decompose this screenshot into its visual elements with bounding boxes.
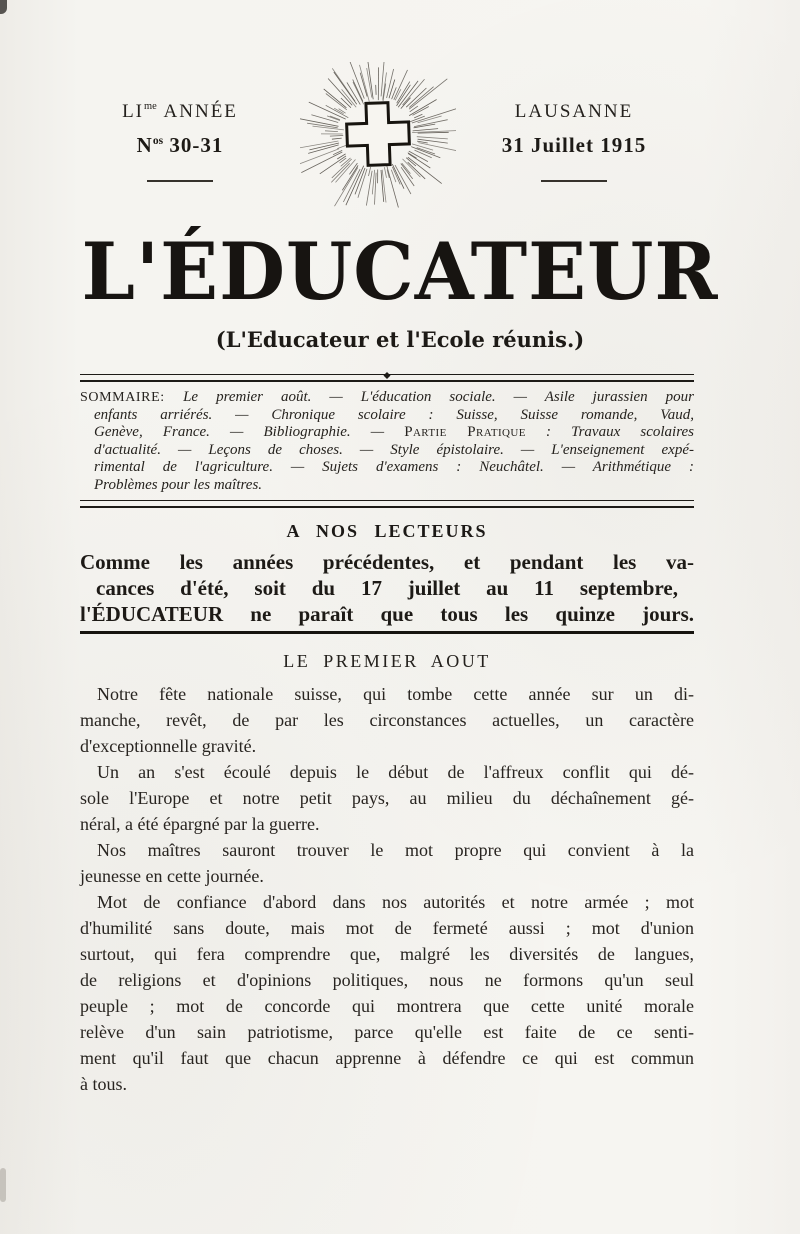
city-label: LAUSANNE bbox=[514, 101, 634, 122]
body-line: manche, revêt, de par les circonstances actuelles, un caractère bbox=[80, 710, 694, 730]
notice-underline-rule bbox=[80, 631, 694, 634]
scan-corner-artifact bbox=[0, 0, 7, 14]
sommaire-segment: Le premier août. — L'éducation sociale. — Asile jurassien pour bbox=[183, 389, 694, 405]
body-line: peuple ; mot de concorde qui montrera que cette unité morale bbox=[80, 996, 694, 1016]
body-line: d'exceptionnelle gravité. bbox=[80, 736, 257, 756]
header-left-rule bbox=[147, 180, 213, 182]
sommaire-segment: rimental de l'agriculture. — Sujets d'examens : Neuchâtel. — Arithmétique : bbox=[94, 459, 694, 475]
sommaire-block bbox=[80, 389, 694, 494]
notice-line: Comme les années précédentes, et pendant les va- bbox=[80, 550, 694, 574]
article-heading: LE PREMIER AOUT bbox=[283, 651, 491, 671]
swiss-cross-sunburst-icon bbox=[300, 62, 456, 210]
sommaire-segment: Genève, France. — Bibliographie. — bbox=[94, 424, 405, 440]
sommaire-segment: : Travaux scolaires bbox=[525, 424, 694, 440]
sommaire-segment: Partie Pratique bbox=[404, 424, 526, 440]
paragraph bbox=[80, 759, 694, 837]
issue-numbers: $N^{os}$ 30-31 bbox=[136, 133, 224, 157]
body-line: sole l'Europe et notre petit pays, au milieu du déchaînement gé- bbox=[80, 788, 694, 808]
body-line: Mot de confiance d'abord dans nos autorités et notre armée ; mot bbox=[97, 892, 694, 912]
notice-line: l'ÉDUCATEUR ne paraît que tous les quinze jours. bbox=[80, 602, 694, 626]
double-rule-top bbox=[80, 374, 694, 382]
body-line: Nos maîtres sauront trouver le mot propre qui convient à la bbox=[97, 840, 694, 860]
body-line: néral, a été épargné par la guerre. bbox=[80, 814, 320, 834]
double-rule-bottom bbox=[80, 500, 694, 508]
body-line: d'humilité sans doute, mais mot de fermeté aussi ; mot d'union bbox=[80, 918, 694, 938]
scan-edge-artifact bbox=[0, 1168, 6, 1202]
body-line: jeunesse en cette journée. bbox=[80, 866, 264, 886]
body-line: de religions et d'opinions politiques, nous ne formons qu'un seul bbox=[80, 970, 694, 990]
main-column bbox=[80, 374, 694, 1097]
masthead bbox=[0, 222, 800, 352]
body-line: surtout, qui fera comprendre que, malgré les diversités de langues, bbox=[80, 944, 694, 964]
sommaire-segment: Problèmes pour les maîtres. bbox=[94, 476, 263, 493]
article-body bbox=[80, 681, 694, 1097]
issue-date: 31 Juillet 1915 bbox=[501, 133, 647, 157]
volume-label: $LI^{me}$ ANNÉE bbox=[122, 101, 238, 122]
header-right-rule bbox=[541, 180, 607, 182]
sommaire-line bbox=[80, 477, 694, 495]
notice-line: cances d'été, soit du 17 juillet au 11 septembre, bbox=[96, 576, 678, 600]
notice-block bbox=[80, 549, 694, 627]
sommaire-line bbox=[80, 424, 694, 442]
sommaire-line bbox=[80, 442, 694, 460]
sommaire-line bbox=[80, 459, 694, 477]
sommaire-segment: d'actualité. — Leçons de choses. — Style épistolaire. — L'enseignement expé- bbox=[94, 441, 694, 458]
paragraph bbox=[80, 837, 694, 889]
body-line: ment qu'il faut que chacun apprenne à défendre ce qui est commun bbox=[80, 1048, 694, 1068]
body-line: Un an s'est écoulé depuis le début de l'affreux conflit qui dé- bbox=[97, 762, 694, 782]
body-line: relève d'un sain patriotisme, parce qu'elle est faite de ce senti- bbox=[80, 1022, 694, 1042]
body-line: Notre fête nationale suisse, qui tombe cette année sur un di- bbox=[97, 684, 694, 704]
notice-heading: A NOS LECTEURS bbox=[286, 521, 488, 541]
header-volume-block bbox=[88, 101, 272, 182]
sommaire-line bbox=[80, 407, 694, 425]
masthead-subtitle: (L'Educateur et l'Ecole réunis.) bbox=[215, 327, 585, 352]
paragraph bbox=[80, 681, 694, 759]
sommaire-segment: SOMMAIRE: bbox=[80, 390, 184, 405]
body-line: à tous. bbox=[80, 1074, 127, 1094]
masthead-title: L'ÉDUCATEUR bbox=[81, 225, 719, 318]
header-imprint-block bbox=[478, 101, 670, 182]
sommaire-segment: enfants arriérés. — Chronique scolaire : Suisse, Suisse romande, Vaud, bbox=[94, 406, 694, 423]
paragraph bbox=[80, 889, 694, 1097]
sommaire-line bbox=[80, 389, 694, 407]
